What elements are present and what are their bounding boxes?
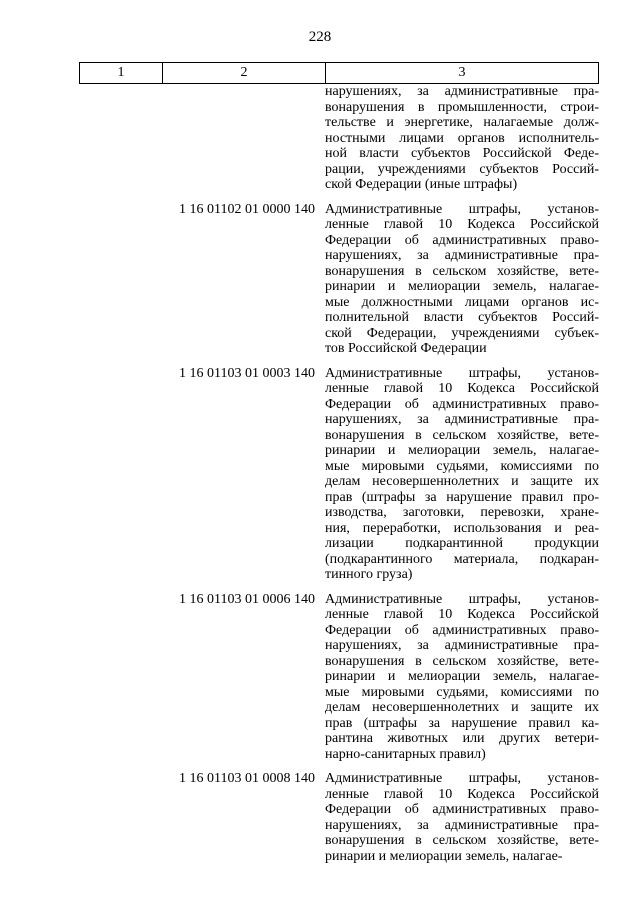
description-line: ленные главой 10 Кодекса Российской [325,217,599,232]
description-line: ной власти субъектов Российской Феде- [325,146,599,161]
description-line: ринарии и мелиорации земель, налагае- [325,848,563,864]
description-line: нарушениях, за административные пра- [325,817,599,833]
table-body [79,84,599,864]
row-spacer [79,357,599,366]
description-line: Административные штрафы, установ- [325,365,599,381]
description-line: Федерации об административных право- [325,622,599,638]
description-line: вонарушения в сельском хозяйстве, вете- [325,653,599,669]
description-line: прав (штрафы за нарушение правил ка- [325,715,599,731]
row-spacer [79,583,599,592]
description-line: ринарии и мелиорации земель, налагае- [325,443,599,458]
description [323,202,599,357]
table-row [79,84,599,193]
table-row [79,202,599,357]
budget-code [79,84,323,193]
description-line: ленные главой 10 Кодекса Российской [325,607,599,622]
description-line: нарушениях, за административные пра- [325,248,599,263]
description-line: ринарии и мелиорации земель, налагае- [325,669,599,684]
column-header-2: 2 [163,63,326,84]
description-line: изводства, заготовки, перевозки, хране- [325,505,599,520]
description-line: мые должностными лицами органов ис- [325,294,599,310]
budget-code: 1 16 01102 01 0000 140 [179,201,315,217]
description-line: (подкарантинного материала, подкаран- [325,551,599,567]
description [323,84,599,193]
description-line: нарушениях, за административные пра- [325,84,599,99]
budget-code: 1 16 01103 01 0003 140 [179,365,315,381]
column-header-1: 1 [80,63,163,84]
description-line: ринарии и мелиорации земель, налагае- [325,279,599,294]
description-line: вонарушения в сельском хозяйстве, вете- [325,427,599,443]
description-line: Административные штрафы, установ- [325,201,599,217]
budget-code: 1 16 01103 01 0006 140 [179,591,315,607]
budget-code: 1 16 01103 01 0008 140 [179,771,315,786]
description-line: тов Российской Федерации [325,341,487,356]
description-line: ленные главой 10 Кодекса Российской [325,786,599,802]
description-line: ния, переработки, использования и реа- [325,520,599,536]
description-line: ностными лицами органов исполнитель- [325,130,599,146]
description-line: Административные штрафы, установ- [325,591,599,607]
table-row [79,366,599,583]
description-line: рантина животных или других ветери- [325,731,599,746]
table-header [79,62,599,84]
table-row [79,771,599,864]
page-number: 228 [308,29,332,45]
column-header-3: 3 [326,63,599,84]
description [323,592,599,763]
description [323,771,599,864]
description-line: вонарушения в сельском хозяйстве, вете- [325,263,599,279]
description-line: Административные штрафы, установ- [325,771,599,786]
description-line: тинного груза) [325,567,413,582]
row-spacer [79,193,599,202]
description-line: вонарушения в промышленности, строи- [325,99,599,115]
description-line: вонарушения в сельском хозяйстве, вете- [325,833,599,848]
description [323,366,599,583]
description-line: тельстве и энергетике, налагаемые долж- [325,115,599,130]
description-line: нарно-санитарных правил) [325,746,486,762]
description-line: лизации подкарантинной продукции [325,536,599,551]
description-line: ской Федерации, учреждениями субъек- [325,325,599,341]
description-line: полнительной власти субъектов Россий- [325,310,599,325]
description-line: мые мировыми судьями, комиссиями по [325,684,599,700]
description-line: рации, учреждениями субъектов Россий- [325,161,599,177]
description-line: ской Федерации (иные штрафы) [325,177,518,192]
description-line: делам несовершеннолетних и защите их [325,474,599,489]
description-line: Федерации об административных право- [325,802,599,817]
description-line: прав (штрафы за нарушение правил про- [325,489,599,505]
description-line: Федерации об административных право- [325,396,599,412]
description-line: нарушениях, за административные пра- [325,412,599,427]
row-spacer [79,762,599,771]
description-line: нарушениях, за административные пра- [325,638,599,653]
description-line: делам несовершеннолетних и защите их [325,700,599,715]
description-line: ленные главой 10 Кодекса Российской [325,381,599,396]
description-line: Федерации об административных право- [325,232,599,248]
table-row [79,592,599,763]
description-line: мые мировыми судьями, комиссиями по [325,458,599,474]
